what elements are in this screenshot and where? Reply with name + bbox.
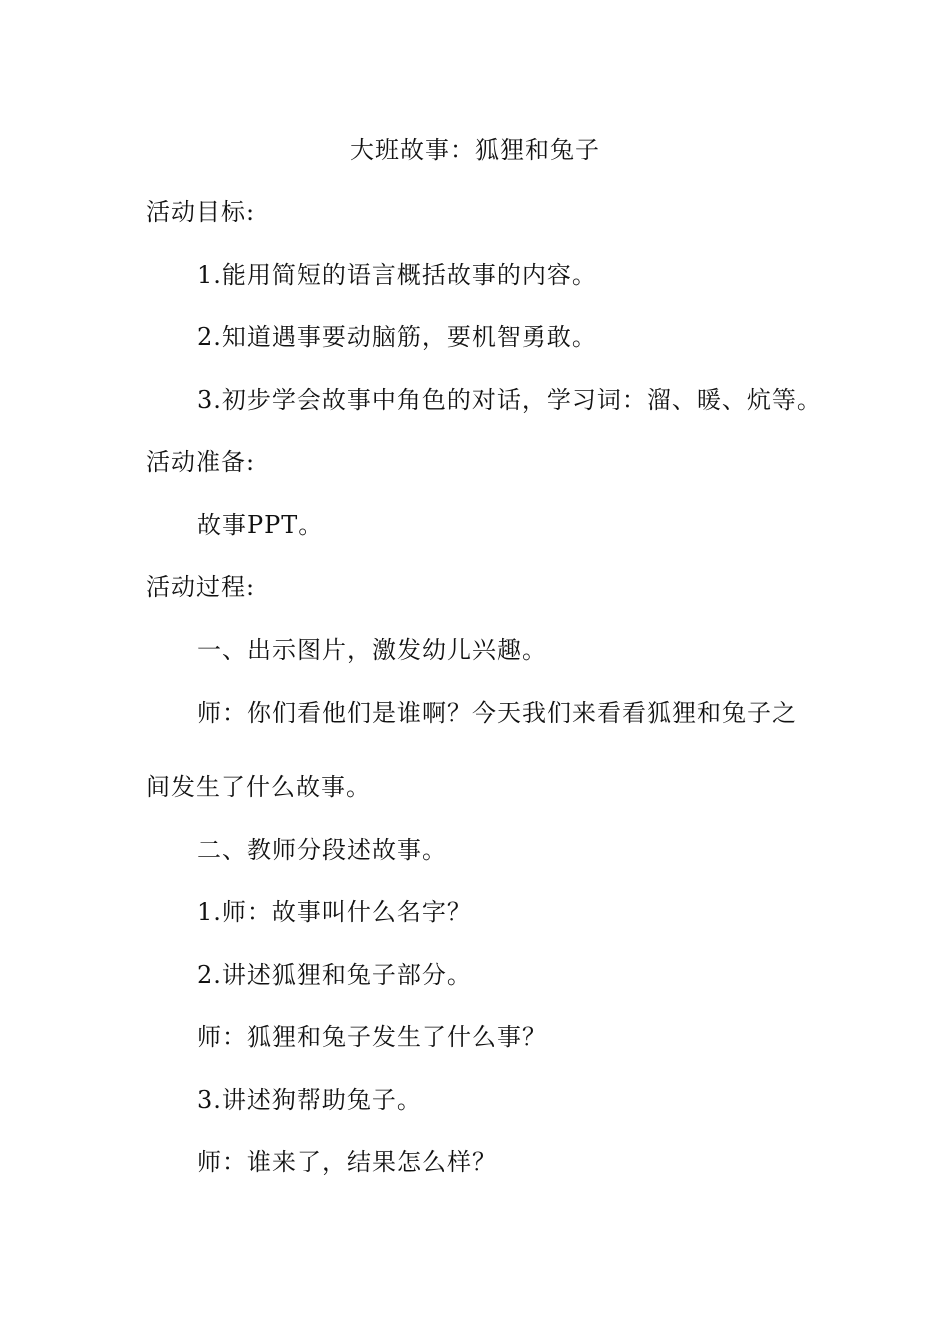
process-step-1: 一、出示图片，激发幼儿兴趣。 <box>197 636 547 664</box>
prep-heading: 活动准备: <box>146 448 256 476</box>
goal-item-2: 2.知道遇事要动脑筋，要机智勇敢。 <box>197 323 597 351</box>
process-step-2-1: 1.师：故事叫什么名字？ <box>197 898 472 926</box>
process-heading: 活动过程: <box>146 573 256 601</box>
process-step-2-2-teacher: 师：狐狸和兔子发生了什么事？ <box>197 1023 547 1051</box>
goal-item-3: 3.初步学会故事中角色的对话，学习词：溜、暖、炕等。 <box>197 386 822 414</box>
prep-item: 故事PPT。 <box>197 511 324 539</box>
document-title: 大班故事：狐狸和兔子 <box>350 136 600 164</box>
goal-item-1: 1.能用简短的语言概括故事的内容。 <box>197 261 597 289</box>
process-step-2: 二、教师分段述故事。 <box>197 836 447 864</box>
process-teacher-line-1a: 师：你们看他们是谁啊？今天我们来看看狐狸和兔子之 <box>197 699 797 727</box>
process-step-2-3-teacher: 师：谁来了，结果怎么样？ <box>197 1148 497 1176</box>
process-step-2-3: 3.讲述狗帮助兔子。 <box>197 1086 422 1114</box>
process-step-2-2: 2.讲述狐狸和兔子部分。 <box>197 961 472 989</box>
process-teacher-line-1b: 间发生了什么故事。 <box>146 773 371 801</box>
goals-heading: 活动目标: <box>146 198 256 226</box>
